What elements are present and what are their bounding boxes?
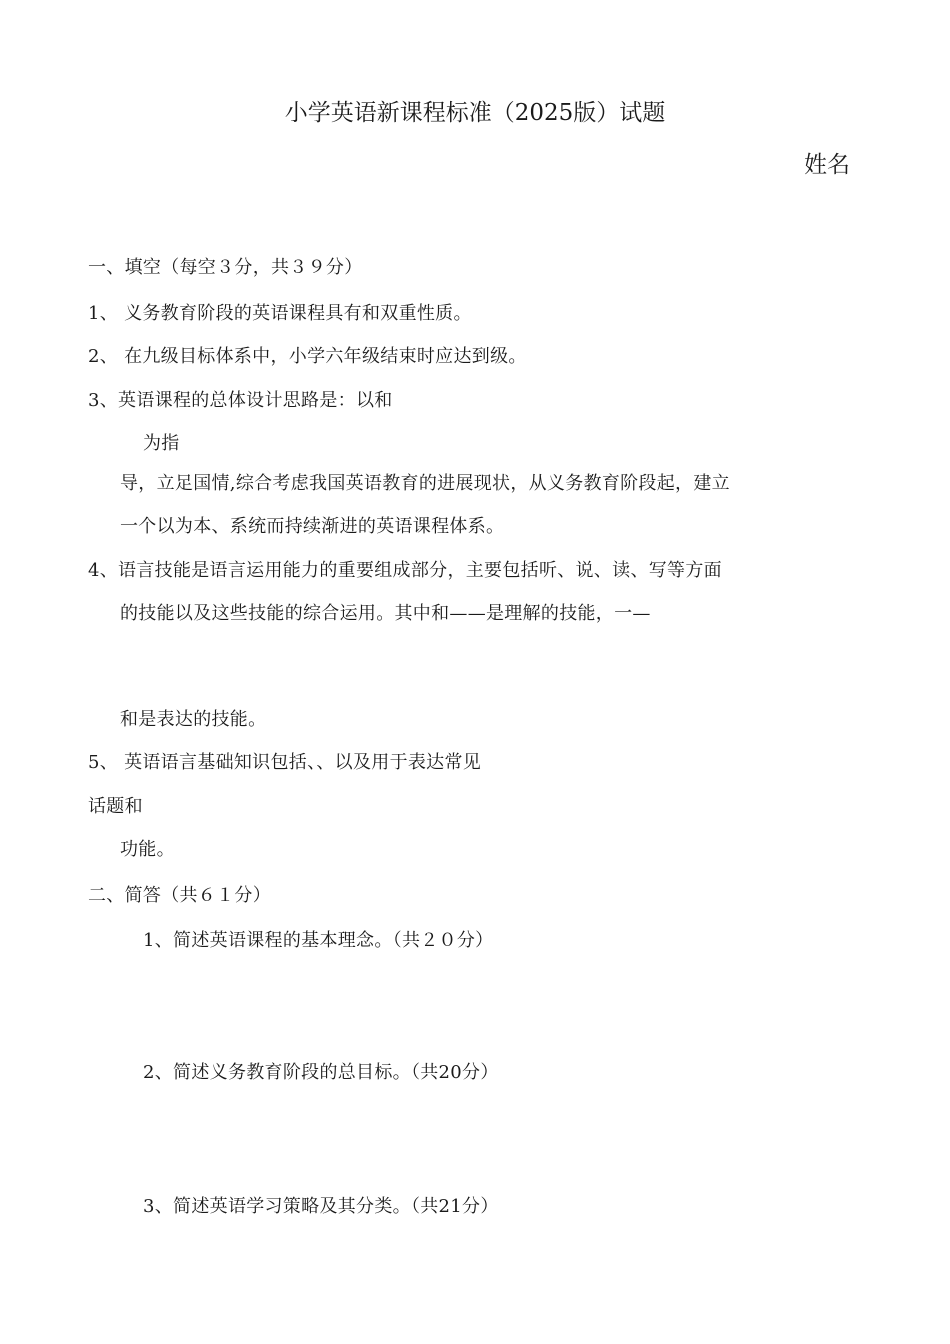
section1-heading: 一、填空（每空３分，共３９分）: [88, 257, 363, 278]
question-4-line-2: 的技能以及这些技能的综合运用。其中和——是理解的技能，一—: [120, 603, 651, 624]
question-4-line-1: 4、语言技能是语言运用能力的重要组成部分，主要包括听、说、读、写等方面: [88, 560, 722, 581]
document-title: 小学英语新课程标准（2025版）试题: [284, 100, 666, 126]
short-answer-1: 1、简述英语课程的基本理念。（共２０分）: [143, 930, 494, 951]
question-3-line-4: 一个以为本、系统而持续渐进的英语课程体系。: [120, 516, 505, 537]
short-answer-2: 2、简述义务教育阶段的总目标。（共20分）: [143, 1062, 499, 1083]
question-2: 2、 在九级目标体系中，小学六年级结束时应达到级。: [88, 346, 527, 367]
question-3-line-2: 为指: [143, 433, 180, 454]
question-3-line-3: 导，立足国情,综合考虑我国英语教育的进展现状，从义务教育阶段起，建立: [120, 473, 730, 494]
short-answer-3: 3、简述英语学习策略及其分类。（共21分）: [143, 1196, 499, 1217]
question-5-line-2: 话题和: [88, 796, 143, 817]
question-5-line-1: 5、 英语语言基础知识包括、、以及用于表达常见: [88, 752, 482, 773]
section2-heading: 二、简答（共６１分）: [88, 885, 271, 906]
question-1: 1、 义务教育阶段的英语课程具有和双重性质。: [88, 303, 472, 324]
question-5-line-3: 功能。: [120, 839, 175, 860]
name-label: 姓名: [804, 152, 850, 178]
question-4-line-3: 和是表达的技能。: [120, 709, 267, 730]
question-3-line-1: 3、英语课程的总体设计思路是：以和: [88, 390, 393, 411]
